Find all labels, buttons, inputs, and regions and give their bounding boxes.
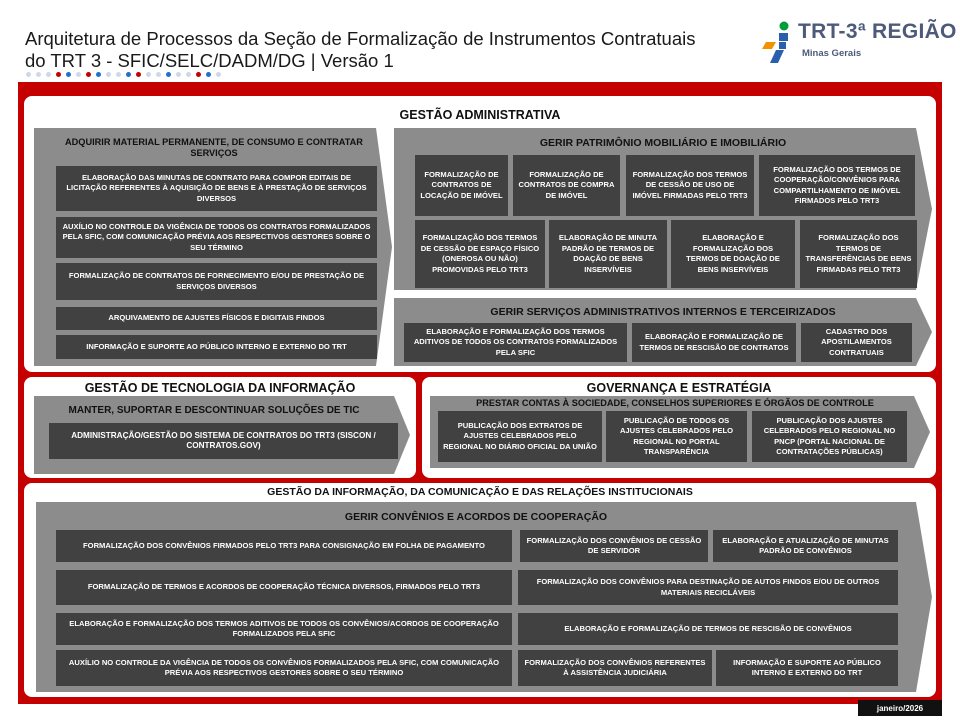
adquirir-item-4: ARQUIVAMENTO DE AJUSTES FÍSICOS E DIGITAIS FINDOS <box>56 307 377 330</box>
decorative-dot <box>196 72 201 77</box>
decorative-dot <box>36 72 41 77</box>
gestao-informacao-title: GESTÃO DA INFORMAÇÃO, DA COMUNICAÇÃO E DAS RELAÇÕES INSTITUCIONAIS <box>267 486 693 498</box>
decorative-dot <box>136 72 141 77</box>
logo-subtitle: Minas Gerais <box>802 48 862 59</box>
title-line-2: do TRT 3 - SFIC/SELC/DADM/DG | Versão 1 <box>25 50 394 71</box>
servicos-item-1: ELABORAÇÃO E FORMALIZAÇÃO DOS TERMOS ADITIVOS DE TODOS OS CONTRATOS FORMALIZADOS PELA SFIC <box>404 323 627 362</box>
decorative-dot <box>96 72 101 77</box>
patrimonio-item-7: ELABORAÇÃO E FORMALIZAÇÃO DOS TERMOS DE DOAÇÃO DE BENS INSERVÍVEIS <box>671 220 795 288</box>
patrimonio-title: GERIR PATRIMÔNIO MOBILIÁRIO E IMOBILIÁRIO <box>539 137 787 149</box>
convenios-left-4: AUXÍLIO NO CONTROLE DA VIGÊNCIA DE TODOS OS CONVÊNIOS FORMALIZADOS PELA SFIC, COM COMUNICAÇÃO PRÉVIA AOS RESPECTIVOS GESTORES SOBRE O SEU TÉRMINO <box>56 650 512 686</box>
decorative-dot <box>46 72 51 77</box>
logo-name: TRT-3ª REGIÃO <box>798 20 957 43</box>
convenios-left-1: FORMALIZAÇÃO DOS CONVÊNIOS FIRMADOS PELO TRT3 PARA CONSIGNAÇÃO EM FOLHA DE PAGAMENTO <box>56 530 512 562</box>
adquirir-item-1: ELABORAÇÃO DAS MINUTAS DE CONTRATO PARA COMPOR EDITAIS DE LICITAÇÃO REFERENTES À AQUISIÇÃO DE BENS E À PRESTAÇÃO DE SERVIÇOS DIVERSOS <box>56 166 377 211</box>
decorative-dot <box>106 72 111 77</box>
decorative-dot <box>206 72 211 77</box>
ti-subtitle: MANTER, SUPORTAR E DESCONTINUAR SOLUÇÕES DE TIC <box>68 405 360 416</box>
decorative-dots <box>26 72 246 80</box>
convenios-right-1b: ELABORAÇÃO E ATUALIZAÇÃO DE MINUTAS PADRÃO DE CONVÊNIOS <box>713 530 898 562</box>
trt-logo <box>762 18 957 68</box>
governanca-item-3: PUBLICAÇÃO DOS AJUSTES CELEBRADOS PELO REGIONAL NO PNCP (PORTAL NACIONAL DE CONTRATAÇÕES PÚBLICAS) <box>752 411 907 462</box>
gestao-administrativa-title: GESTÃO ADMINISTRATIVA <box>399 108 561 122</box>
governanca-subtitle: PRESTAR CONTAS À SOCIEDADE, CONSELHOS SUPERIORES E ÓRGÃOS DE CONTROLE <box>476 398 874 408</box>
title-line-1: Arquitetura de Processos da Seção de Formalização de Instrumentos Contratuais <box>25 28 696 49</box>
decorative-dot <box>166 72 171 77</box>
servicos-title: GERIR SERVIÇOS ADMINISTRATIVOS INTERNOS E TERCEIRIZADOS <box>490 306 836 318</box>
servicos-item-3: CADASTRO DOS APOSTILAMENTOS CONTRATUAIS <box>801 323 912 362</box>
convenios-right-3: ELABORAÇÃO E FORMALIZAÇÃO DE TERMOS DE RESCISÃO DE CONVÊNIOS <box>518 613 898 645</box>
patrimonio-item-8: FORMALIZAÇÃO DOS TERMOS DE TRANSFERÊNCIAS DE BENS FIRMADAS PELO TRT3 <box>800 220 917 288</box>
decorative-dot <box>56 72 61 77</box>
decorative-dot <box>146 72 151 77</box>
decorative-dot <box>156 72 161 77</box>
adquirir-item-2: AUXÍLIO NO CONTROLE DA VIGÊNCIA DE TODOS OS CONTRATOS FORMALIZADOS PELA SFIC, COM COMUNICAÇÃO PRÉVIA AOS RESPECTIVOS GESTORES SOBRE O SEU TÉRMINO <box>56 217 377 258</box>
patrimonio-item-2: FORMALIZAÇÃO DE CONTRATOS DE COMPRA DE IMÓVEL <box>513 155 620 216</box>
patrimonio-item-6: ELABORAÇÃO DE MINUTA PADRÃO DE TERMOS DE DOAÇÃO DE BENS INSERVÍVEIS <box>549 220 667 288</box>
convenios-right-2: FORMALIZAÇÃO DOS CONVÊNIOS PARA DESTINAÇÃO DE AUTOS FINDOS E/OU DE OUTROS MATERIAIS RECICLÁVEIS <box>518 570 898 605</box>
adquirir-title: ADQUIRIR MATERIAL PERMANENTE, DE CONSUMO E CONTRATAR SERVIÇOS <box>65 137 363 158</box>
governanca-item-2: PUBLICAÇÃO DE TODOS OS AJUSTES CELEBRADOS PELO REGIONAL NO PORTAL TRANSPARÊNCIA <box>606 411 747 462</box>
governanca-title: GOVERNANÇA E ESTRATÉGIA <box>586 381 772 395</box>
decorative-dot <box>86 72 91 77</box>
patrimonio-item-5: FORMALIZAÇÃO DOS TERMOS DE CESSÃO DE ESPAÇO FÍSICO (ONEROSA OU NÃO) PROMOVIDAS PELO TRT3 <box>415 220 545 288</box>
decorative-dot <box>66 72 71 77</box>
ti-item: ADMINISTRAÇÃO/GESTÃO DO SISTEMA DE CONTRATOS DO TRT3 (SISCON / CONTRATOS.GOV) <box>49 423 398 459</box>
gestao-ti-title: GESTÃO DE TECNOLOGIA DA INFORMAÇÃO <box>84 381 356 395</box>
decorative-dot <box>76 72 81 77</box>
patrimonio-item-1: FORMALIZAÇÃO DE CONTRATOS DE LOCAÇÃO DE IMÓVEL <box>415 155 508 216</box>
decorative-dot <box>216 72 221 77</box>
adquirir-item-3: FORMALIZAÇÃO DE CONTRATOS DE FORNECIMENTO E/OU DE PRESTAÇÃO DE SERVIÇOS DIVERSOS <box>56 263 377 300</box>
servicos-item-2: ELABORAÇÃO E FORMALIZAÇÃO DE TERMOS DE RESCISÃO DE CONTRATOS <box>632 323 796 362</box>
date-badge: janeiro/2026 <box>858 700 942 716</box>
decorative-dot <box>186 72 191 77</box>
convenios-subtitle: GERIR CONVÊNIOS E ACORDOS DE COOPERAÇÃO <box>344 511 608 523</box>
convenios-left-3: ELABORAÇÃO E FORMALIZAÇÃO DOS TERMOS ADITIVOS DE TODOS OS CONVÊNIOS/ACORDOS DE COOPERAÇÃO FORMALIZADOS PELA SFIC <box>56 613 512 645</box>
convenios-right-4b: INFORMAÇÃO E SUPORTE AO PÚBLICO INTERNO E EXTERNO DO TRT <box>716 650 898 686</box>
patrimonio-item-3: FORMALIZAÇÃO DOS TERMOS DE CESSÃO DE USO DE IMÓVEL FIRMADAS PELO TRT3 <box>626 155 754 216</box>
patrimonio-item-4: FORMALIZAÇÃO DOS TERMOS DE COOPERAÇÃO/CONVÊNIOS PARA COMPARTILHAMENTO DE IMÓVEL FIRMADOS PELO TRT3 <box>759 155 915 216</box>
trt-person-icon <box>762 20 798 64</box>
decorative-dot <box>126 72 131 77</box>
convenios-right-1a: FORMALIZAÇÃO DOS CONVÊNIOS DE CESSÃO DE SERVIDOR <box>520 530 708 562</box>
convenios-left-2: FORMALIZAÇÃO DE TERMOS E ACORDOS DE COOPERAÇÃO TÉCNICA DIVERSOS, FIRMADOS PELO TRT3 <box>56 570 512 605</box>
decorative-dot <box>116 72 121 77</box>
page-title <box>25 28 745 72</box>
decorative-dot <box>176 72 181 77</box>
convenios-right-4a: FORMALIZAÇÃO DOS CONVÊNIOS REFERENTES À ASSISTÊNCIA JUDICIÁRIA <box>518 650 712 686</box>
adquirir-item-5: INFORMAÇÃO E SUPORTE AO PÚBLICO INTERNO E EXTERNO DO TRT <box>56 335 377 359</box>
governanca-item-1: PUBLICAÇÃO DOS EXTRATOS DE AJUSTES CELEBRADOS PELO REGIONAL NO DIÁRIO OFICIAL DA UNIÃO <box>438 411 602 462</box>
decorative-dot <box>26 72 31 77</box>
